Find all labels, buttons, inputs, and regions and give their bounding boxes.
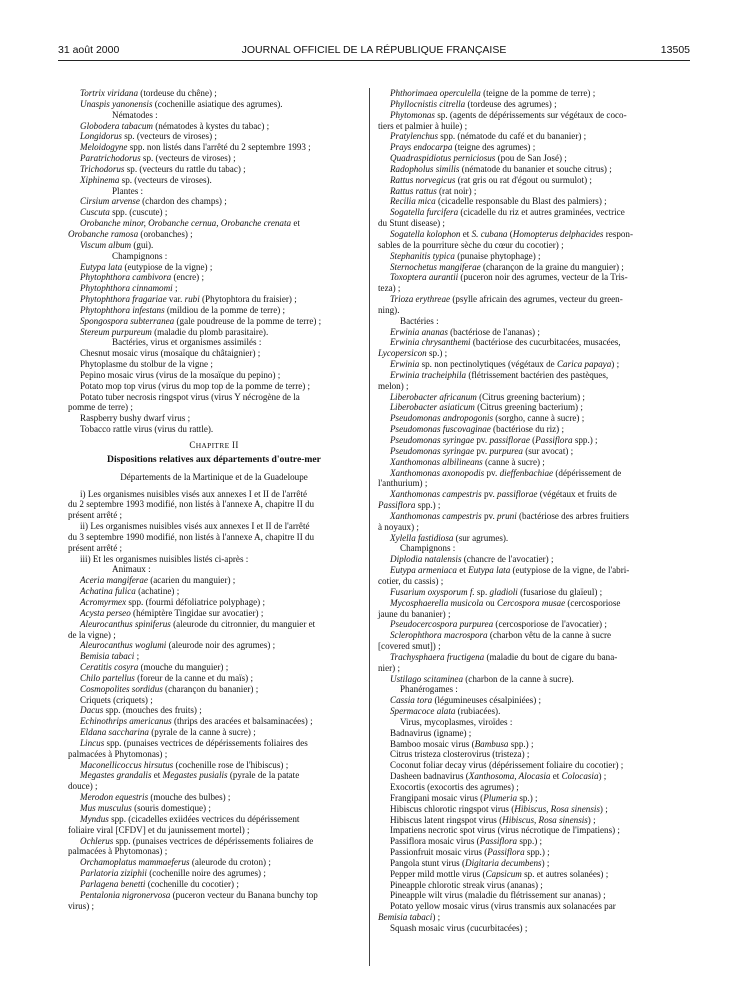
text-line: Xanthomonas campestris pv. passiflorae (végétaux et fruits de xyxy=(390,489,617,500)
text-line: Phytophthora infestans (mildiou de la pomme de terre) ; xyxy=(80,304,286,315)
text-line: Stephanitis typica (punaise phytophage) ; xyxy=(390,250,541,261)
text-line: Orobanche minor, Orobanche cernua, Orobanche crenata et xyxy=(80,218,300,229)
text-line: Trioza erythreae (psylle africain des agrumes, vecteur du green- xyxy=(390,294,623,305)
text-line: Pseudomonas fuscovaginae (bactériose du riz) ; xyxy=(390,424,565,435)
text-line: jaune du bananier) ; xyxy=(378,608,451,619)
text-line: Eutypa lata (eutypiose de la vigne) ; xyxy=(80,261,213,272)
text-line: Chesnut mosaic virus (mosaïque du châtaignier) ; xyxy=(80,348,261,359)
text-line: Orchamoplatus mammaeferus (aleurode du croton) ; xyxy=(80,857,271,868)
text-line: Phanérogames : xyxy=(400,684,458,695)
text-line: Raspberry bushy dwarf virus ; xyxy=(80,413,191,424)
text-line: Badnavirus (igname) ; xyxy=(390,727,472,738)
text-line: Phyllocnistis citrella (tordeuse des agrumes) ; xyxy=(390,98,557,109)
text-line: Bamboo mosaic virus (Bambusa spp.) ; xyxy=(390,738,534,749)
text-line: Plantes : xyxy=(112,185,144,196)
text-line: Animaux : xyxy=(112,564,151,575)
text-line: Squash mosaic virus (cucurbitacées) ; xyxy=(390,922,528,933)
text-line: Recilia mica (cicadelle responsable du Blast des palmiers) ; xyxy=(390,196,607,207)
text-line: Sogatella furcifera (cicadelle du riz et autres graminées, vectrice xyxy=(390,207,625,218)
text-line: Rattus rattus (rat noir) ; xyxy=(390,185,477,196)
text-line: melon) ; xyxy=(378,380,409,391)
text-line: Xanthomonas axonopodis pv. dieffenbachiae (dépérissement de xyxy=(390,467,622,478)
text-line: Xiphinema sp. (vecteurs de viroses). xyxy=(80,174,212,185)
text-line: l'anthurium) ; xyxy=(378,478,428,489)
text-line: Megastes grandalis et Megastes pusialis (pyrale de la patate xyxy=(80,770,300,781)
text-line: Pseudocercospora purpurea (cercosporiose de l'avocatier) ; xyxy=(390,619,607,630)
text-line: Eldana saccharina (pyrale de la canne à sucre) ; xyxy=(80,727,256,738)
text-line: sables de la pourriture sèche du cœur du cocotier) ; xyxy=(378,239,564,250)
text-line: Tobacco rattle virus (virus du rattle). xyxy=(80,424,214,435)
text-line: Passiflora spp.) ; xyxy=(378,500,441,511)
text-line: Criquets (criquets) ; xyxy=(80,694,153,705)
text-line: Trachysphaera fructigena (maladie du bout de cigare du bana- xyxy=(390,651,618,662)
text-line: Toxoptera aurantii (puceron noir des agrumes, vecteur de la Tris- xyxy=(390,272,628,283)
text-line: Rattus norvegicus (rat gris ou rat d'égout ou surmulot) ; xyxy=(390,174,592,185)
text-line: Mus musculus (souris domestique) ; xyxy=(80,803,211,813)
text-line: Dispositions relatives aux départements d'outre-mer xyxy=(107,453,321,465)
text-line: Coconut foliar decay virus (dépérissement foliaire du cocotier) ; xyxy=(390,760,624,771)
text-line: Orobanche ramosa (orobanches) ; xyxy=(68,228,193,239)
text-line: Aceria mangiferae (acarien du manguier) ; xyxy=(80,575,236,586)
text-line: Potato yellow mosaic virus (virus transmis aux solanacées par xyxy=(390,901,616,912)
text-line: Mycosphaerella musicola ou Cercospora musae (cercosporiose xyxy=(390,597,621,608)
text-line: nier) ; xyxy=(378,662,400,673)
header-rule xyxy=(58,60,690,61)
text-line: Ceratitis cosyra (mouche du manguier) ; xyxy=(80,662,229,673)
text-line: Cirsium arvense (chardon des champs) ; xyxy=(80,196,227,207)
text-line: Frangipani mosaic virus (Plumeria sp.) ; xyxy=(390,792,538,803)
text-line: Radopholus similis (nématode du bananier et souche citrus) ; xyxy=(390,163,612,174)
text-line: i) Les organismes nuisibles visés aux annexes I et II de l'arrêté xyxy=(80,488,307,499)
text-line: Parlagena benetti (cochenille du cocotier) ; xyxy=(80,878,239,889)
text-line: Sternochetus mangiferae (charançon de la graine du manguier) ; xyxy=(390,261,624,272)
text-line: Bactéries : xyxy=(400,315,439,326)
text-line: Parlatoria ziziphii (cochenille noire des agrumes) ; xyxy=(80,868,266,879)
text-line: Passionfruit mosaic virus (Passiflora spp.) ; xyxy=(390,847,550,858)
text-line: Ustilago scitaminea (charbon de la canne à sucre). xyxy=(390,673,574,684)
text-line: Phytophthora cinnamomi ; xyxy=(80,283,178,294)
text-line: CHAPITRE II xyxy=(189,440,239,450)
text-line: Quadraspidiotus perniciosus (pou de San José) ; xyxy=(390,153,567,164)
text-line: Fusarium oxysporum f. sp. gladioli (fusariose du glaïeul) ; xyxy=(390,586,603,597)
text-line: Paratrichodorus sp. (vecteurs de viroses) ; xyxy=(80,153,236,164)
column-divider xyxy=(369,88,370,966)
text-line: Prays endocarpa (teigne des agrumes) ; xyxy=(390,142,536,153)
text-line: foliaire viral [CFDV] et du jaunissement mortel) ; xyxy=(68,824,250,835)
text-line: Phytophthora fragariae var. rubi (Phytophtora du fraisier) ; xyxy=(80,294,297,305)
text-line: Globodera tabacum (nématodes à kystes du tabac) ; xyxy=(80,120,270,131)
text-line: Ochlerus spp. (punaises vectrices de dépérissements foliaires de xyxy=(80,835,314,846)
page-header xyxy=(58,44,690,58)
text-line: Bactéries, virus et organismes assimilés : xyxy=(112,337,262,348)
text-line: Unaspis yanonensis (cochenille asiatique des agrumes). xyxy=(80,98,283,109)
text-line: Cassia tora (légumineuses césalpiniées) ; xyxy=(390,695,542,706)
text-line: Potato tuber necrosis ringspot virus (virus Y nécrogène de la xyxy=(80,391,300,402)
text-line: Echinothrips americanus (thrips des aracées et balsaminacées) ; xyxy=(80,716,313,727)
text-line: Sogatella kolophon et S. cubana (Homopterus delphacides respon- xyxy=(390,228,633,239)
text-line: Dacus spp. (mouches des fruits) ; xyxy=(80,705,202,716)
text-line: cotier, du cassis) ; xyxy=(378,575,444,586)
text-line: Cosmopolites sordidus (charançon du bananier) ; xyxy=(80,683,259,694)
text-line: Virus, mycoplasmes, viroïdes : xyxy=(400,716,513,727)
text-line: tiers et palmier à huile) ; xyxy=(378,120,468,131)
text-line: Phthorimaea operculella (teigne de la pomme de terre) ; xyxy=(390,88,596,98)
text-line: Stereum purpureum (maladie du plomb parasitaire). xyxy=(80,326,269,337)
text-line: Cuscuta spp. (cuscute) ; xyxy=(80,207,168,218)
text-line: présent arrêté ; xyxy=(68,510,123,521)
text-line: Bemisia tabaci ; xyxy=(80,651,140,662)
text-line: Xanthomonas campestris pv. pruni (bactériose des arbres fruitiers xyxy=(390,510,629,521)
text-line: Pseudomonas syringae pv. passiflorae (Passiflora spp.) ; xyxy=(390,435,598,445)
text-line: Xylella fastidiosa (sur agrumes). xyxy=(390,532,509,543)
text-line: Pangola stunt virus (Digitaria decumbens) ; xyxy=(390,857,550,868)
text-line: Citrus tristeza closterovirus (tristeza) ; xyxy=(390,749,530,760)
text-line: Diplodia natalensis (chancre de l'avocatier) ; xyxy=(390,554,554,565)
header-title: JOURNAL OFFICIEL DE LA RÉPUBLIQUE FRANÇAISE xyxy=(241,44,507,56)
text-line: pomme de terre) ; xyxy=(68,402,133,413)
text-line: Hibiscus chlorotic ringspot virus (Hibiscus, Rosa sinensis) ; xyxy=(390,803,608,814)
text-line: Passiflora mosaic virus (Passiflora spp.) ; xyxy=(390,836,543,847)
text-line: présent arrêté ; xyxy=(68,542,123,553)
text-line: Lycopersicon sp.) ; xyxy=(378,348,448,359)
text-line: Aleurocanthus spiniferus (aleurode du citronnier, du manguier et xyxy=(80,618,316,629)
text-line: Nématodes : xyxy=(112,109,158,120)
text-line: Départements de la Martinique et de la Guadeloupe xyxy=(120,471,308,482)
text-line: à noyaux) ; xyxy=(378,521,419,532)
text-line: Erwinia sp. non pectinolytiques (végétaux de Carica papaya) ; xyxy=(390,359,620,370)
text-line: de la vigne) ; xyxy=(68,629,116,640)
text-line: Pepper mild mottle virus (Capsicum sp. et autres solanées) ; xyxy=(390,868,609,879)
text-line: teza) ; xyxy=(378,283,401,294)
text-line: douce) ; xyxy=(68,781,98,792)
text-line: Pseudomonas syringae pv. purpurea (sur avocat) ; xyxy=(390,445,574,456)
text-line: du 3 septembre 1990 modifié, non listés à l'annexe A, chapitre II du xyxy=(68,531,315,542)
text-line: Liberobacter africanum (Citrus greening bacterium) ; xyxy=(390,391,585,402)
text-line: Pineapple wilt virus (maladie du flétrissement sur ananas) ; xyxy=(390,890,606,901)
header-date: 31 août 2000 xyxy=(58,44,120,56)
text-line: virus) ; xyxy=(68,900,95,911)
text-line: du 2 septembre 1993 modifié, non listés à l'annexe A, chapitre II du xyxy=(68,499,315,510)
text-line: [covered smut]) ; xyxy=(378,641,441,652)
text-line: Pratylenchus spp. (nématode du café et du bananier) ; xyxy=(390,131,587,142)
text-line: Chilo partellus (foreur de la canne et du maïs) ; xyxy=(80,672,253,683)
text-line: Achatina fulica (achatine) ; xyxy=(80,586,180,597)
header-page-number: 13505 xyxy=(660,44,690,56)
right-column xyxy=(378,88,674,934)
text-line: Tortrix viridana (tordeuse du chêne) ; xyxy=(80,88,217,98)
text-line: Erwinia ananas (bactériose de l'ananas) ; xyxy=(390,326,540,337)
text-line: Champignons : xyxy=(400,543,456,554)
text-line: Dasheen badnavirus (Xanthosoma, Alocasia et Colocasia) ; xyxy=(390,771,607,782)
text-line: palmacées à Phytomonas) ; xyxy=(68,846,168,857)
text-line: Hibiscus latent ringspot virus (Hibiscus, Rosa sinensis) ; xyxy=(390,814,596,825)
text-line: Trichodorus sp. (vecteurs du rattle du tabac) ; xyxy=(80,163,246,174)
text-line: Lincus spp. (punaises vectrices de dépérissements foliaires des xyxy=(80,737,308,748)
text-line: Eutypa armeniaca et Eutypa lata (eutypiose de la vigne, de l'abri- xyxy=(390,565,630,576)
text-line: Erwinia chrysanthemi (bactériose des cucurbitacées, musacées, xyxy=(390,337,621,348)
text-line: Spongospora subterranea (gale poudreuse de la pomme de terre) ; xyxy=(80,315,322,326)
text-line: Sclerophthora macrospora (charbon vêtu de la canne à sucre xyxy=(390,630,612,641)
text-line: Spermacoce alata (rubiacées). xyxy=(390,706,501,717)
text-line: Acromyrmex spp. (fourmi défoliatrice polyphage) ; xyxy=(80,596,266,607)
text-line: Erwinia tracheiphila (flétrissement bactérien des pastèques, xyxy=(390,369,609,380)
text-line: Pentalonia nigronervosa (puceron vecteur du Banana bunchy top xyxy=(80,889,318,900)
left-column xyxy=(68,88,360,911)
text-line: Phytomonas sp. (agents de dépérissements sur végétaux de coco- xyxy=(390,109,627,120)
text-line: iii) Et les organismes nuisibles listés ci-après : xyxy=(80,553,249,564)
text-line: palmacées à Phytomonas) ; xyxy=(68,748,168,759)
text-line: Phytophthora cambivora (encre) ; xyxy=(80,272,205,283)
text-line: Exocortis (exocortis des agrumes) ; xyxy=(390,782,519,792)
text-line: Maconellicoccus hirsutus (cochenille rose de l'hibiscus) ; xyxy=(80,759,289,770)
text-line: du Stunt disease) ; xyxy=(378,218,445,229)
text-line: Champignons : xyxy=(112,250,168,261)
text-line: Myndus spp. (cicadelles exiidées vectrices du dépérissement xyxy=(80,813,300,824)
text-line: Xanthomonas albilineans (canne à sucre) ; xyxy=(390,456,545,467)
text-line: Pseudomonas andropogonis (sorgho, canne à sucre) ; xyxy=(390,413,585,424)
text-line: Aleurocanthus woglumi (aleurode noir des agrumes) ; xyxy=(80,640,276,651)
text-line: Liberobacter asiaticum (Citrus greening bacterium) ; xyxy=(390,402,583,413)
text-line: Potato mop top virus (virus du mop top de la pomme de terre) ; xyxy=(80,380,311,391)
text-line: Bemisia tabaci) ; xyxy=(378,912,441,923)
text-line: Phytoplasme du stolbur de la vigne ; xyxy=(80,359,213,370)
text-line: Impatiens necrotic spot virus (virus nécrotique de l'impatiens) ; xyxy=(390,825,620,836)
text-line: Merodon equestris (mouche des bulbes) ; xyxy=(80,792,231,803)
text-line: Viscum album (gui). xyxy=(80,239,154,250)
text-line: Meloidogyne spp. non listés dans l'arrêté du 2 septembre 1993 ; xyxy=(80,142,311,153)
text-line: Longidorus sp. (vecteurs de viroses) ; xyxy=(80,131,217,142)
text-line: Pepino mosaic virus (virus de la mosaïque du pepino) ; xyxy=(80,369,281,380)
text-line: Pineapple chlorotic streak virus (ananas) ; xyxy=(390,879,543,890)
text-line: ii) Les organismes nuisibles visés aux annexes I et II de l'arrêté xyxy=(80,521,310,532)
text-line: ning). xyxy=(378,304,400,315)
text-line: Acysta perseo (hémiptère Tingidae sur avocatier) ; xyxy=(80,607,264,618)
